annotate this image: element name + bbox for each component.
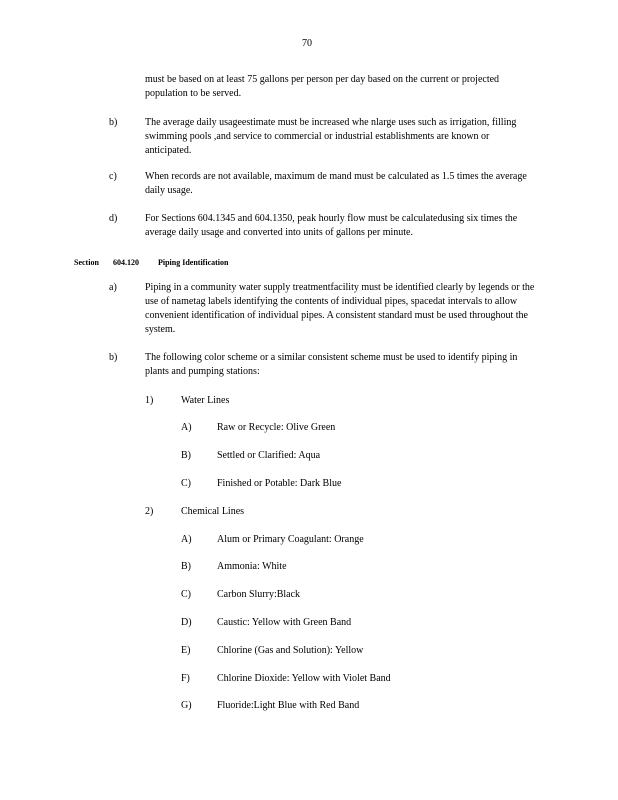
list-item: Caustic: Yellow with Green Band bbox=[217, 617, 352, 628]
list-item: Chlorine Dioxide: Yellow with Violet Band bbox=[217, 673, 391, 684]
list-item: Alum or Primary Coagulant: Orange bbox=[217, 534, 364, 545]
sublist-label: 2) bbox=[145, 506, 154, 517]
item-label: b) bbox=[109, 117, 118, 128]
sublist-title: Chemical Lines bbox=[181, 506, 245, 517]
list-item: Finished or Potable: Dark Blue bbox=[217, 478, 342, 489]
list-item: Settled or Clarified: Aqua bbox=[217, 450, 321, 461]
list-item-label: E) bbox=[181, 645, 191, 656]
item-label: d) bbox=[109, 213, 118, 224]
section-number: 604.120 bbox=[113, 258, 139, 267]
page-number: 70 bbox=[302, 38, 312, 49]
sublist-title: Water Lines bbox=[181, 395, 230, 406]
list-item-label: C) bbox=[181, 589, 191, 600]
item-text: For Sections 604.1345 and 604.1350, peak hourly flow must be calculatedusing six times the average daily usage and converted into units of gallons per minute. bbox=[145, 213, 518, 238]
list-item: Chlorine (Gas and Solution): Yellow bbox=[217, 645, 364, 656]
list-item-label: A) bbox=[181, 534, 192, 545]
list-item: Ammonia: White bbox=[217, 561, 287, 572]
list-item: Carbon Slurry:Black bbox=[217, 589, 301, 600]
section-title: Piping Identification bbox=[158, 258, 229, 267]
list-item-label: G) bbox=[181, 700, 192, 711]
list-item-label: C) bbox=[181, 478, 191, 489]
item-label: b) bbox=[109, 352, 118, 363]
item-text: When records are not available, maximum de mand must be calculated as 1.5 times the average daily usage. bbox=[145, 171, 527, 196]
item-text: The following color scheme or a similar consistent scheme must be used to identify piping in plants and pumping stations: bbox=[145, 352, 518, 377]
list-item-label: D) bbox=[181, 617, 192, 628]
list-item: Fluoride:Light Blue with Red Band bbox=[217, 700, 360, 711]
section-label: Section bbox=[74, 258, 99, 267]
intro-paragraph: must be based on at least 75 gallons per person per day based on the current or projected population to be served. bbox=[145, 74, 500, 99]
item-label: c) bbox=[109, 171, 117, 182]
sublist-label: 1) bbox=[145, 395, 154, 406]
item-text: Piping in a community water supply treatmentfacility must be identified clearly by legends or the use of nametag labels identifying the contents of individual pipes, spacedat intervals to allow convenient identification of individual pipes. A consistent standard must be used throughout the system. bbox=[145, 282, 535, 335]
list-item-label: F) bbox=[181, 673, 190, 684]
item-label: a) bbox=[109, 282, 117, 293]
list-item-label: A) bbox=[181, 422, 192, 433]
list-item-label: B) bbox=[181, 450, 191, 461]
list-item: Raw or Recycle: Olive Green bbox=[217, 422, 336, 433]
item-text: The average daily usageestimate must be increased whe nlarge uses such as irrigation, filling swimming pools ,and service to commercial or industrial establishments are known or anticipated. bbox=[145, 117, 517, 156]
list-item-label: B) bbox=[181, 561, 191, 572]
